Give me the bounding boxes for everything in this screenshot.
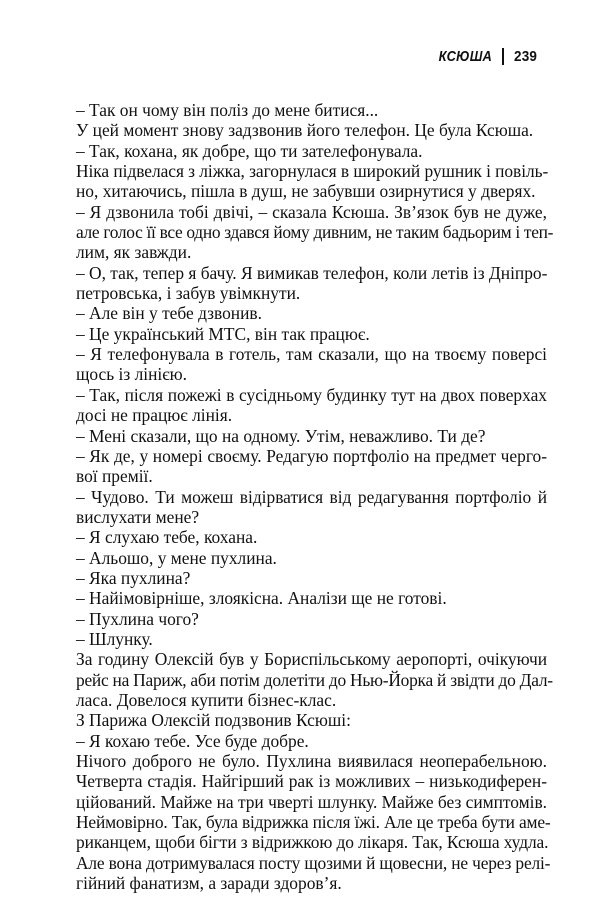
paragraph <box>60 649 553 710</box>
text-line: вої премії. <box>76 466 153 487</box>
text-line: У цей момент знову задзвонив його телефон. Це була Ксюша. <box>76 120 534 141</box>
text-line: ційований. Майже на три чверті шлунку. Майже без симптомів. <box>76 791 547 812</box>
paragraph <box>60 344 547 385</box>
text-line: – Альошо, у мене пухлина. <box>76 547 277 568</box>
text-line: – Найімовірніше, злоякісна. Аналізи ще не готові. <box>76 588 447 609</box>
text-line: Ніка підвелася з ліжка, загорнулася в широкий рушник і повіль- <box>76 161 549 182</box>
text-line: – Яка пухлина? <box>76 567 191 588</box>
paragraph <box>60 487 547 528</box>
paragraph <box>60 527 547 547</box>
paragraph <box>60 201 554 263</box>
paragraph <box>60 141 547 161</box>
paragraph <box>60 446 547 487</box>
text-line: Нічого доброго не було. Пухлина виявилася неоперабельною. <box>76 751 547 771</box>
text-line: – Це український МТС, він так працює. <box>76 323 370 344</box>
paragraph <box>60 629 547 649</box>
paragraph <box>60 568 547 588</box>
paragraph <box>60 263 547 304</box>
paragraph <box>60 324 547 344</box>
text-line: – Так он чому він поліз до мене битися... <box>76 100 379 120</box>
paragraph <box>60 303 547 323</box>
paragraph <box>60 548 547 568</box>
text-line: но, хитаючись, пішла в душ, не забувши озирнутися у дверях. <box>76 181 536 202</box>
paragraph <box>60 426 547 446</box>
paragraph <box>60 161 547 202</box>
text-line: – Як де, у номері своєму. Редагую портфоліо на предмет черго- <box>76 445 547 466</box>
text-line: Четверта стадія. Найгірший рак із можливих – низькодиферен- <box>76 771 547 792</box>
text-line: лим, як завжди. <box>76 242 192 263</box>
text-line: петровська, і забув увімкнути. <box>76 283 301 304</box>
text-line: риканцем, щоби бігти з відрижкою до лікаря. Так, Ксюша худла. <box>76 832 549 853</box>
text-line: досі не працює лінія. <box>76 405 233 426</box>
text-line: – Пухлина чого? <box>76 608 199 629</box>
text-line: З Парижа Олексій подзвонив Ксюші: <box>76 710 351 731</box>
text-line: Але вона дотримувалася посту щозими й щовесни, не через релі- <box>76 852 551 873</box>
paragraph <box>60 588 547 608</box>
text-line: – Я слухаю тебе, кохана. <box>76 527 258 548</box>
text-line: – Чудово. Ти можеш відірватися від редагування портфоліо й <box>76 486 547 507</box>
text-line: – Я дзвонила тобі двічі, – сказала Ксюша. Зв’язок був не дуже, <box>76 201 547 222</box>
body-text <box>60 100 554 894</box>
paragraph <box>60 609 547 629</box>
text-line: але голос її все одно здався йому дивним, не таким бадьорим і теп- <box>76 222 554 243</box>
paragraph <box>60 710 547 730</box>
page-number: 239 <box>514 47 538 65</box>
paragraph <box>60 731 547 751</box>
chapter-title: КСЮША <box>439 47 493 65</box>
paragraph <box>60 120 547 140</box>
text-line: – Так, після пожежі в сусідньому будинку тут на двох поверхах <box>76 384 547 405</box>
header-separator <box>502 48 504 65</box>
text-line: гійний фанатизм, а заради здоров’я. <box>76 873 342 894</box>
text-line: Неймовірно. Так, була відрижка після їжі. Але це треба бути аме- <box>76 812 551 833</box>
text-line: – Так, кохана, як добре, що ти зателефонувала. <box>76 140 423 161</box>
paragraph <box>60 100 547 120</box>
running-header <box>430 44 540 68</box>
text-line: – Я кохаю тебе. Усе буде добре. <box>76 730 309 751</box>
text-line: За годину Олексій був у Бориспільському аеропорті, очікуючи <box>76 649 547 670</box>
text-line: ласа. Довелося купити бізнес-клас. <box>76 689 337 710</box>
text-line: – Я телефонувала в готель, там сказали, що на твоєму поверсі <box>76 344 547 365</box>
text-line: щось із лінією. <box>76 364 188 385</box>
paragraph <box>60 751 551 894</box>
text-line: рейс на Париж, аби потім долетіти до Нью-Йорка й звідти до Дал- <box>76 669 553 690</box>
text-line: – Мені сказали, що на одному. Утім, неважливо. Ти де? <box>76 425 486 446</box>
paragraph <box>60 385 547 426</box>
text-line: – О, так, тепер я бачу. Я вимикав телефон, коли летів із Дніпро- <box>76 262 548 283</box>
text-line: – Шлунку. <box>76 628 153 649</box>
text-line: – Але він у тебе дзвонив. <box>76 303 262 324</box>
text-line: вислухати мене? <box>76 506 200 527</box>
